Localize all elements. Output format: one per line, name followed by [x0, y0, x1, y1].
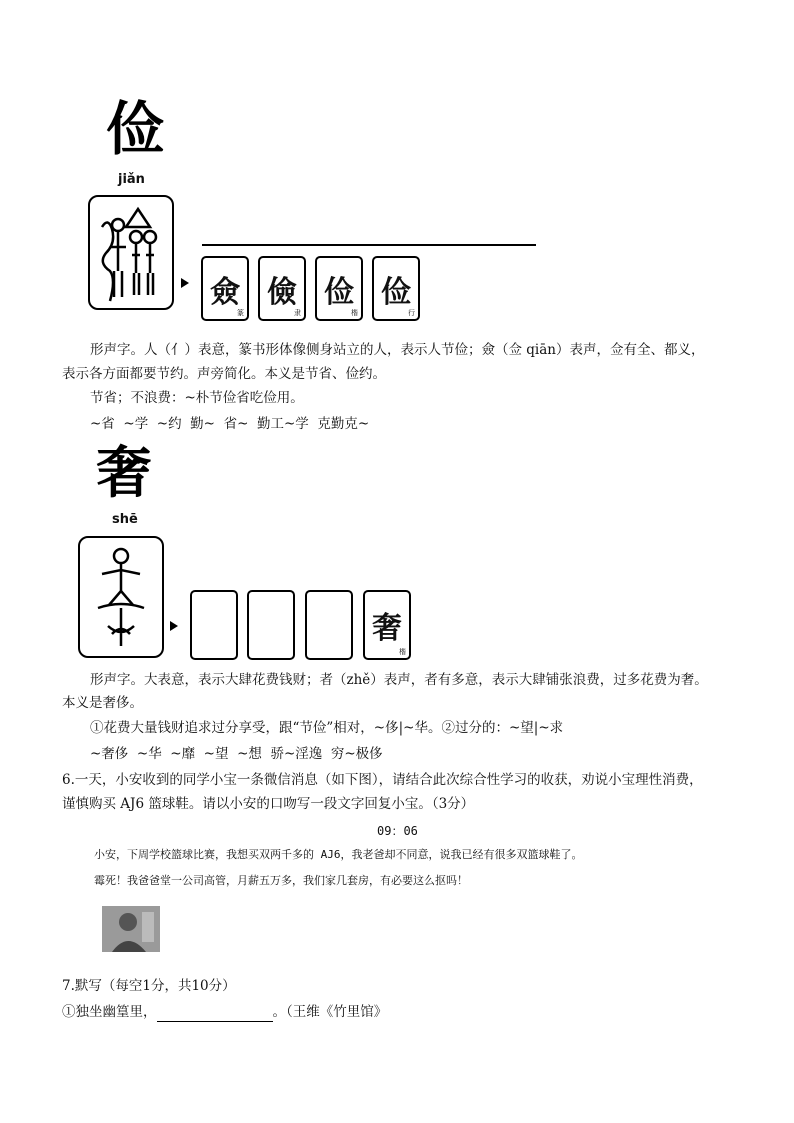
jian-explanation-2: 表示各方面都要节约。声旁简化。本义是节省、俭约。 [62, 366, 386, 382]
she-arrow-icon [170, 621, 178, 631]
she-regular-glyph: 奢 [372, 611, 402, 646]
jian-arrow-icon [181, 278, 189, 288]
jian-running-glyph: 俭 [381, 274, 411, 310]
q7-item1-blank[interactable] [157, 1007, 273, 1022]
q7-item-1 [62, 1002, 387, 1022]
she-evolution-box-3 [305, 590, 353, 660]
jian-explanation-1: 形声字。人（亻）表意，篆书形体像侧身站立的人，表示人节俭；僉（佥 qiān）表声，佥有全、都义， [90, 342, 705, 358]
q6-prompt-2: 谨慎购买 AJ6 篮球鞋。请以小安的口吻写一段文字回复小宝。（3分） [62, 796, 475, 812]
jian-ancient-glyph-frame [88, 195, 174, 310]
she-headword: 奢 [96, 441, 152, 506]
jian-evolution-seal [201, 256, 249, 321]
chat-time: 09：06 [377, 824, 418, 838]
she-meaning: ①花费大量钱财追求过分享受，跟“节俭”相对，~侈|~华。②过分的：~望|~求 [90, 720, 564, 736]
q7-item1-suffix: 。（王维《竹里馆》 [272, 1004, 388, 1020]
q6-prompt-1: 6.一天，小安收到的同学小宝一条微信消息（如下图），请结合此次综合性学习的收获，劝说小宝理性消费， [62, 772, 703, 788]
jian-running-label: 行 [408, 309, 415, 317]
she-words: ~奢侈 ~华 ~靡 ~望 ~想 骄~淫逸 穷~极侈 [90, 746, 383, 762]
jian-clerical-label: 隶 [294, 309, 301, 317]
jian-seal-label: 篆 [237, 309, 244, 317]
jian-long-rule [202, 244, 536, 246]
she-explanation-1: 形声字。大表意，表示大肆花费钱财；者（zhě）表声，者有多意，表示大肆铺张浪费，过多花费为奢。 [90, 672, 708, 688]
jian-seal-glyph: 僉 [210, 274, 240, 310]
she-ancient-glyph-frame [78, 536, 164, 658]
avatar [102, 906, 160, 952]
jian-evolution-regular [315, 256, 363, 321]
she-evolution-box-2 [247, 590, 295, 660]
she-evolution-box-1 [190, 590, 238, 660]
jian-evolution-clerical [258, 256, 306, 321]
jian-clerical-glyph: 儉 [267, 274, 297, 310]
chat-message-1: 小安，下周学校篮球比赛，我想买双两千多的 AJ6，我老爸却不同意，说我已经有很多双篮球鞋了。 [94, 848, 583, 861]
jian-regular-label: 楷 [351, 309, 358, 317]
jian-pinyin: jiǎn [118, 172, 145, 187]
she-evolution-regular [363, 590, 411, 660]
jian-meaning: 节省；不浪费：~朴节俭省吃俭用。 [90, 390, 304, 406]
jian-evolution-running [372, 256, 420, 321]
she-pinyin: shē [112, 512, 138, 527]
she-explanation-2: 本义是奢侈。 [62, 695, 143, 711]
jian-words: ~省 ~学 ~约 勤~ 省~ 勤工~学 克勤克~ [90, 416, 370, 432]
she-ancient-glyph-figure [80, 538, 162, 656]
q7-item1-prefix: ①独坐幽篁里， [62, 1004, 157, 1020]
chat-message-2: 霉死！我爸爸堂一公司高管，月薪五万多，我们家几套房，有必要这么抠吗！ [94, 874, 468, 887]
jian-ancient-glyph-figure [90, 197, 172, 308]
jian-headword: 俭 [106, 95, 165, 163]
jian-regular-glyph: 俭 [324, 274, 354, 310]
she-regular-label: 楷 [399, 648, 406, 656]
q7-title: 7.默写（每空1分，共10分） [62, 978, 236, 994]
